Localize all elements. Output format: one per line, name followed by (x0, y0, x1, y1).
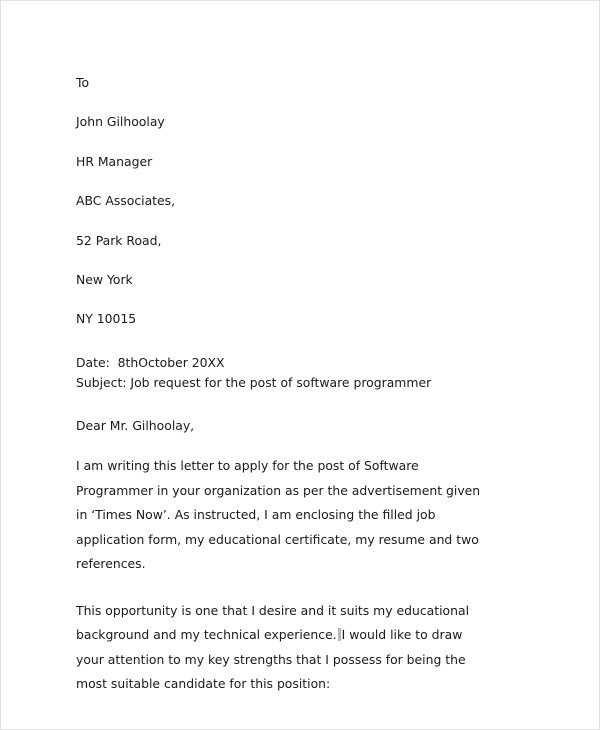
salutation-line: Dear Mr. Gilhoolay, (76, 417, 195, 433)
address-line-company: ABC Associates, (76, 193, 176, 209)
address-line-recipient-name: John Gilhoolay (76, 114, 165, 130)
letter-content (76, 77, 492, 697)
body-paragraph-1: I am writing this letter to apply for the post of Software Programmer in your organization as per the advertisement given in ‘Times Now’. As instructed, I am enclosing the filled job application form, my educational certificate, my resume and two references. (76, 458, 481, 572)
text-caret (338, 628, 341, 641)
address-line-street: 52 Park Road, (76, 232, 162, 248)
paragraph-2-text-before-caret: This opportunity is one that I desire and it suits my educational background and my technical experience. (76, 602, 470, 643)
paragraph-2-text-after-caret: I would like to draw your attention to my key strengths that I possess for being the most suitable candidate for this position: (76, 627, 466, 692)
subject-line: Subject: Job request for the post of software programmer (76, 375, 432, 391)
body-paragraph-2 (76, 599, 492, 697)
address-line-city: New York (76, 272, 133, 288)
recipient-address-block (76, 77, 492, 326)
address-line-state-zip: NY 10015 (76, 311, 137, 327)
letter-meta-block (76, 353, 492, 394)
address-line-to: To (76, 75, 90, 90)
date-line: Date: 8thOctober 20XX (76, 354, 225, 370)
address-line-job-title: HR Manager (76, 153, 153, 169)
